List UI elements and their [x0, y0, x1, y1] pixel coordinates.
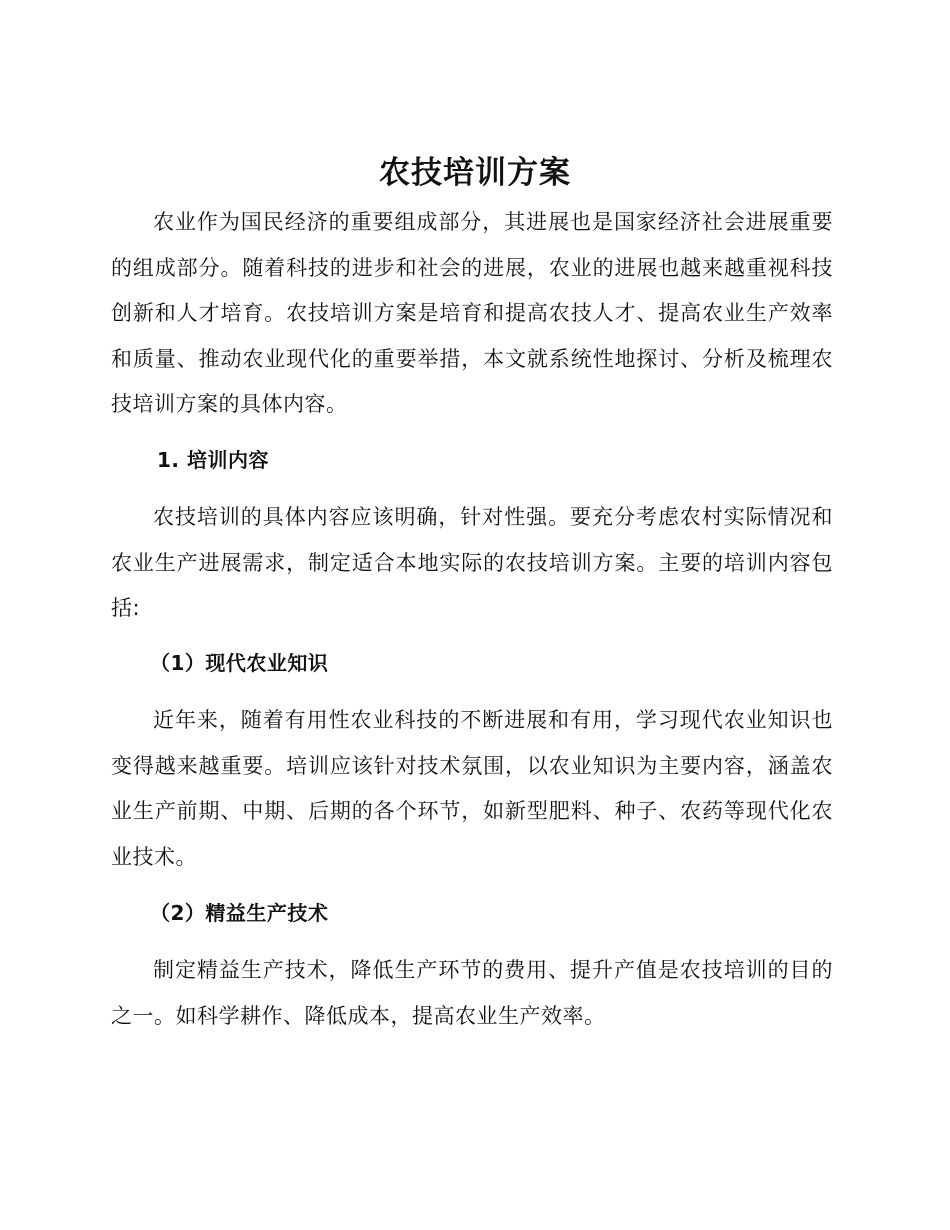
subsection-heading-lean-production: （2）精益生产技术	[150, 901, 329, 925]
section-paragraph-training-content: 农技培训的具体内容应该明确，针对性强。要充分考虑农村实际情况和农业生产进展需求，制定适合本地实际的农技培训方案。主要的培训内容包括:	[111, 505, 833, 620]
intro-paragraph: 农业作为国民经济的重要组成部分，其进展也是国家经济社会进展重要的组成部分。随着科技的进步和社会的进展，农业的进展也越来越重视科技创新和人才培育。农技培训方案是培育和提高农技人才、提高农业生产效率和质量、推动农业现代化的重要举措，本文就系统性地探讨、分析及梳理农技培训方案的具体内容。	[111, 210, 833, 416]
section-heading-training-content: 1. 培训内容	[157, 448, 269, 472]
subsection-paragraph-lean-production: 制定精益生产技术，降低生产环节的费用、提升产值是农技培训的目的之一。如科学耕作、降低成本，提高农业生产效率。	[111, 958, 833, 1028]
subsection-paragraph-modern-agriculture: 近年来，随着有用性农业科技的不断进展和有用，学习现代农业知识也变得越来越重要。培训应该针对技术氛围，以农业知识为主要内容，涵盖农业生产前期、中期、后期的各个环节，如新型肥料、种子、农药等现代化农业技术。	[111, 708, 833, 869]
document-title: 农技培训方案	[379, 155, 571, 191]
subsection-heading-modern-agriculture: （1）现代农业知识	[150, 651, 329, 675]
